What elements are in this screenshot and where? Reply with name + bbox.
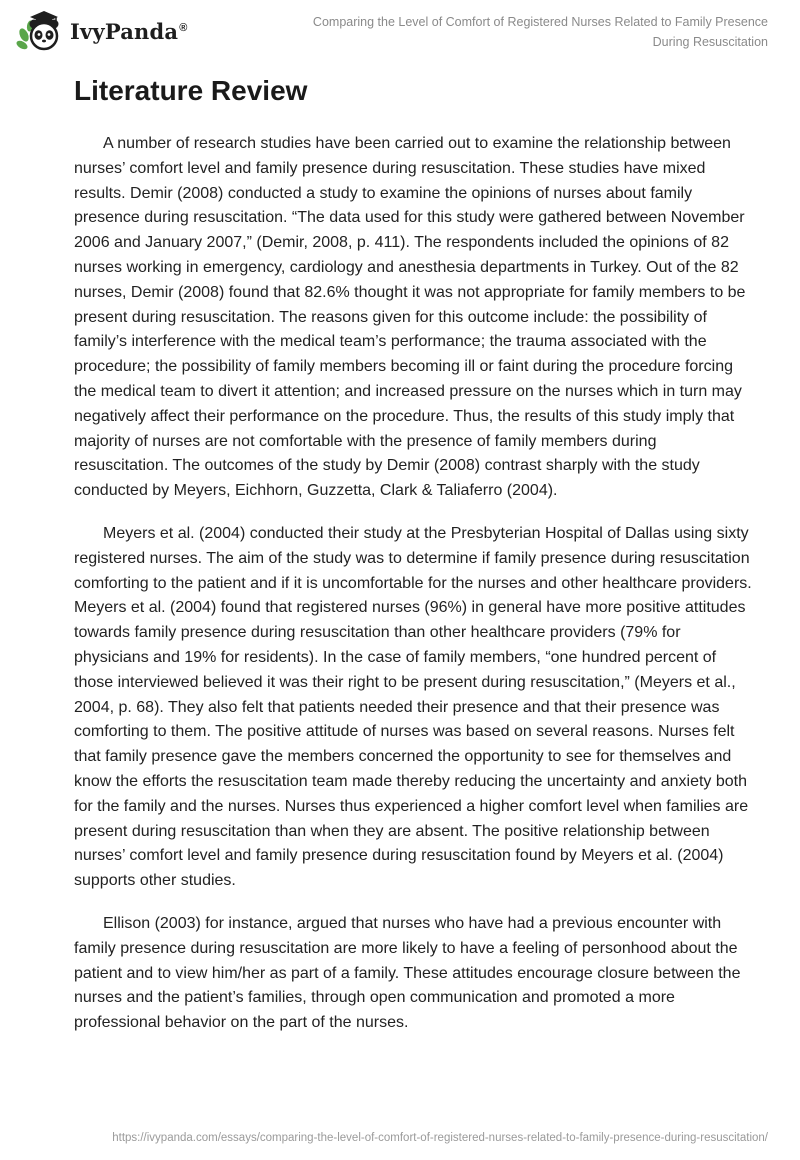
page-title: Literature Review xyxy=(74,75,308,106)
brand-name-text: IvyPanda xyxy=(70,18,179,44)
panda-graduate-icon xyxy=(14,9,64,53)
article-body xyxy=(74,132,754,1054)
page-header xyxy=(0,0,800,60)
paragraph: A number of research studies have been carried out to examine the relationship between nurses’ comfort level and family presence during resuscitation. These studies have mixed results. Demir (2008) conducted a study to examine the opinions of nurses about family presence during resuscitation. “The data used for this study were gathered between November 2006 and January 2007,” (Demir, 2008, p. 411). The respondents included the opinions of 82 nurses working in emergency, cardiology and anesthesia departments in Turkey. Out of the 82 nurses, Demir (2008) found that 82.6% thought it was not appropriate for family members to be present during resuscitation. The reasons given for this outcome include: the possibility of family’s interference with the medical team’s performance; the trauma associated with the procedure; the possibility of family members becoming ill or faint during the procedure forcing the medical team to divert it attention; and increased pressure on the nurses which in turn may negatively affect their performance on the procedure. Thus, the results of this study imply that majority of nurses are not comfortable with the presence of family members during resuscitation. The outcomes of the study by Demir (2008) contrast sharply with the study conducted by Meyers, Eichhorn, Guzzetta, Clark & Taliaferro (2004). xyxy=(74,135,746,500)
paragraph: Meyers et al. (2004) conducted their study at the Presbyterian Hospital of Dallas using sixty registered nurses. The aim of the study was to determine if family presence during resuscitation comforting to the patient and if it is uncomfortable for the nurses and other healthcare providers. Meyers et al. (2004) found that registered nurses (96%) in general have more positive attitudes towards family presence during resuscitation than other healthcare providers (79% for physicians and 19% for residents). In the case of family members, “one hundred percent of those interviewed believed it was their right to be present during resuscitation,” (Meyers et al., 2004, p. 68). They also felt that patients needed their presence and that their presence was comforting to them. The positive attitude of nurses was based on several reasons. Nurses felt that family presence gave the members concerned the opportunity to see for themselves and know the efforts the resuscitation team made thereby reducing the uncertainty and anxiety both for the family and the nurses. Nurses thus experienced a higher comfort level when families are present during resuscitation than when they are absent. The positive relationship between nurses’ comfort level and family presence during resuscitation found by Meyers et al. (2004) supports other studies. xyxy=(74,524,752,890)
paragraph: Ellison (2003) for instance, argued that nurses who have had a previous encounter with family presence during resuscitation are more likely to have a feeling of personhood about the patient and to view him/her as part of a family. These attitudes encourage closure between the nurses and the patient’s families, through open communication and promoted a more professional behavior on the part of the nurses. xyxy=(74,914,741,1032)
source-url-link[interactable]: https://ivypanda.com/essays/comparing-the-level-of-comfort-of-registered-nurses-related-to-family-presence-during-resuscitation/ xyxy=(112,1132,768,1144)
brand-name xyxy=(70,19,188,44)
ivypanda-logo[interactable] xyxy=(14,9,188,53)
registered-mark: ® xyxy=(179,21,188,34)
document-title: Comparing the Level of Comfort of Registered Nurses Related to Family Presence During Resuscitation xyxy=(312,15,768,49)
